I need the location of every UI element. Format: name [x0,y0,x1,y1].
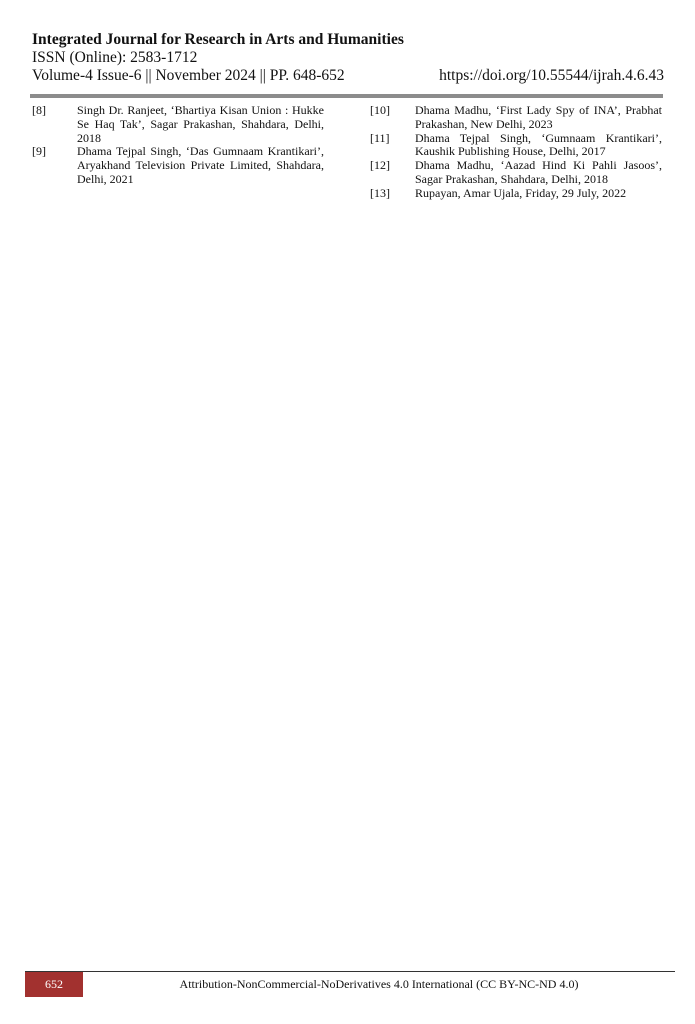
reference-item [370,132,662,160]
reference-number: [12] [370,158,390,173]
reference-text: Dhama Madhu, ‘Aazad Hind Ki Pahli Jasoos’, Sagar Prakashan, Shahdara, Delhi, 2018 [415,158,662,186]
reference-text: Dhama Tejpal Singh, ‘Gumnaam Krantikari’, Kaushik Publishing House, Delhi, 2017 [415,130,662,159]
reference-item [32,145,324,186]
reference-item [370,104,662,132]
reference-text: Dhama Tejpal Singh, ‘Das Gumnaam Krantikari’, Aryakhand Television Private Limited, Shahdara, Delhi, 2021 [77,144,324,186]
volume-info: Volume-4 Issue-6 || November 2024 || PP. 648-652 [32,67,345,84]
references-right-column [370,104,662,201]
reference-item [370,187,662,201]
doi-link[interactable]: https://doi.org/10.55544/ijrah.4.6.43 [439,67,664,84]
reference-number: [9] [32,144,46,159]
volume-row [32,67,664,85]
reference-text: Rupayan, Amar Ujala, Friday, 29 July, 2022 [415,185,627,200]
reference-number: [10] [370,103,390,117]
license-text: Attribution-NonCommercial-NoDerivatives 4.0 International (CC BY-NC-ND 4.0) [179,977,579,991]
reference-number: [8] [32,103,46,117]
reference-item [32,104,324,145]
references-left-column [32,104,324,187]
journal-title: Integrated Journal for Research in Arts and Humanities [32,31,404,48]
reference-item [370,159,662,187]
page-number-badge: 652 [25,972,83,997]
issn-line: ISSN (Online): 2583-1712 [32,49,198,66]
reference-text: Singh Dr. Ranjeet, ‘Bhartiya Kisan Union : Hukke Se Haq Tak’, Sagar Prakashan, Shahdara, Delhi, 2018 [77,103,324,145]
reference-text: Dhama Madhu, ‘First Lady Spy of INA’, Prabhat Prakashan, New Delhi, 2023 [415,103,662,131]
reference-number: [11] [370,130,390,145]
page-header [32,31,664,85]
header-divider [30,94,663,98]
reference-number: [13] [370,185,390,200]
